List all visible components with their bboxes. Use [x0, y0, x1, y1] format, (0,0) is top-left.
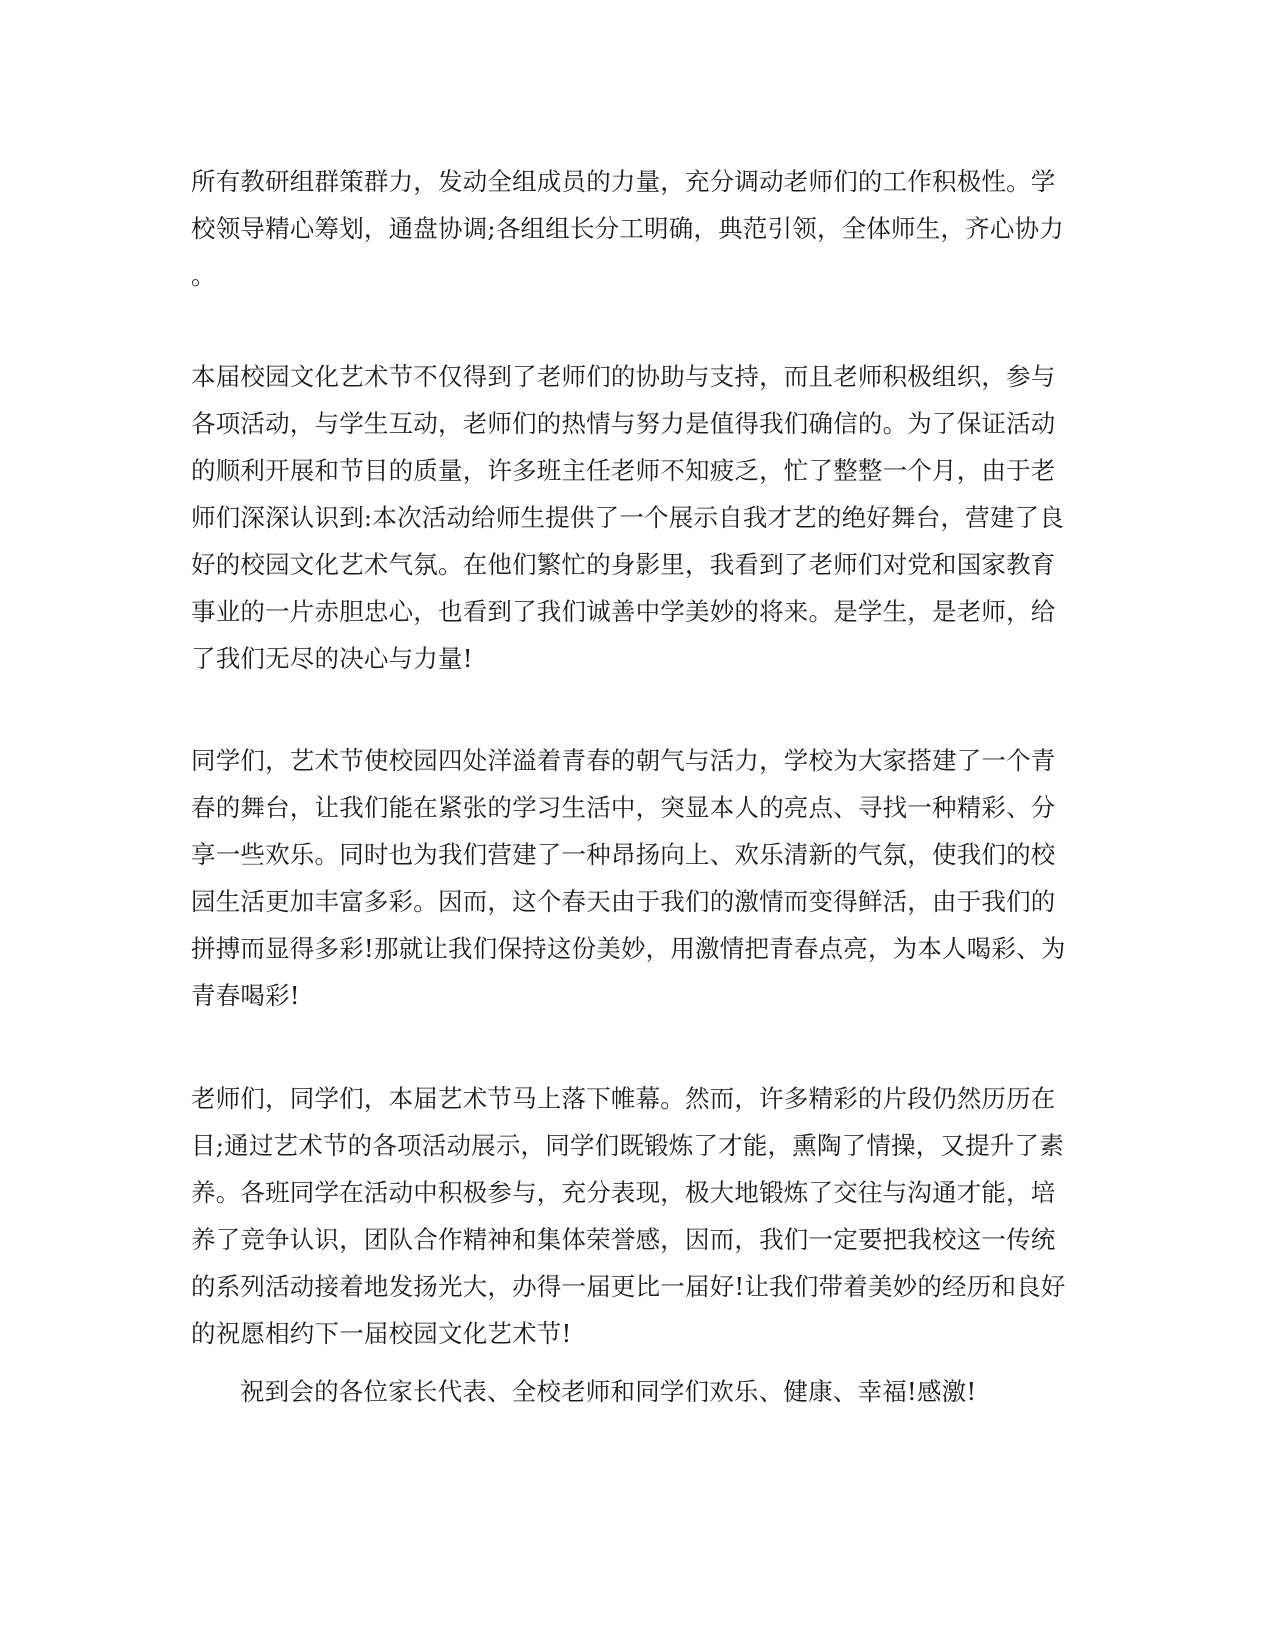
paragraph-line: 好的校园文化艺术气氛。在他们繁忙的身影里，我看到了老师们对党和国家教育 — [191, 550, 1056, 579]
paragraph-line: 目;通过艺术节的各项活动展示，同学们既锻炼了才能，熏陶了情操，又提升了素 — [191, 1131, 1064, 1160]
paragraph-line: 本届校园文化艺术节不仅得到了老师们的协助与支持，而且老师积极组织，参与 — [191, 362, 1056, 391]
paragraph-line: 拼搏而显得多彩!那就让我们保持这份美妙，用激情把青春点亮，为本人喝彩、为 — [191, 934, 1066, 963]
paragraph-line: 园生活更加丰富多彩。因而，这个春天由于我们的激情而变得鲜活，由于我们的 — [191, 887, 1056, 916]
paragraph-line: 的顺利开展和节目的质量，许多班主任老师不知疲乏，忙了整整一个月，由于老 — [191, 456, 1056, 485]
paragraph-line: 了我们无尽的决心与力量! — [191, 644, 473, 673]
paragraph-line: 各项活动，与学生互动，老师们的热情与努力是值得我们确信的。为了保证活动 — [191, 409, 1056, 438]
paragraph-line: 所有教研组群策群力，发动全组成员的力量，充分调动老师们的工作积极性。学 — [191, 167, 1056, 196]
paragraph-closing — [191, 1368, 1071, 1415]
paragraph-3 — [191, 737, 1071, 1019]
paragraph-line: 享一些欢乐。同时也为我们营建了一种昂扬向上、欢乐清新的气氛，使我们的校 — [191, 840, 1056, 869]
paragraph-line: 青春喝彩! — [191, 981, 300, 1010]
closing-line: 祝到会的各位家长代表、全校老师和同学们欢乐、健康、幸福!感激! — [240, 1377, 977, 1406]
paragraph-line: 事业的一片赤胆忠心，也看到了我们诚善中学美妙的将来。是学生，是老师，给 — [191, 597, 1056, 626]
paragraph-line: 老师们，同学们，本届艺术节马上落下帷幕。然而，许多精彩的片段仍然历历在 — [191, 1084, 1056, 1113]
paragraph-2 — [191, 353, 1071, 682]
paragraph-line: 的系列活动接着地发扬光大，办得一届更比一届好!让我们带着美妙的经历和良好 — [191, 1272, 1066, 1301]
paragraph-line: 养了竞争认识，团队合作精神和集体荣誉感，因而，我们一定要把我校这一传统 — [191, 1225, 1056, 1254]
paragraph-line: 同学们，艺术节使校园四处洋溢着青春的朝气与活力，学校为大家搭建了一个青 — [191, 746, 1056, 775]
paragraph-line: 师们深深认识到:本次活动给师生提供了一个展示自我才艺的绝好舞台，营建了良 — [191, 503, 1064, 532]
paragraph-line: 春的舞台，让我们能在紧张的学习生活中，突显本人的亮点、寻找一种精彩、分 — [191, 793, 1056, 822]
paragraph-line: 校领导精心筹划，通盘协调;各组组长分工明确，典范引领，全体师生，齐心协力 — [191, 214, 1064, 243]
paragraph-1 — [191, 158, 1071, 299]
paragraph-line: 。 — [191, 261, 216, 290]
paragraph-4 — [191, 1075, 1071, 1357]
paragraph-line: 养。各班同学在活动中积极参与，充分表现，极大地锻炼了交往与沟通才能，培 — [191, 1178, 1056, 1207]
paragraph-line: 的祝愿相约下一届校园文化艺术节! — [191, 1319, 572, 1348]
